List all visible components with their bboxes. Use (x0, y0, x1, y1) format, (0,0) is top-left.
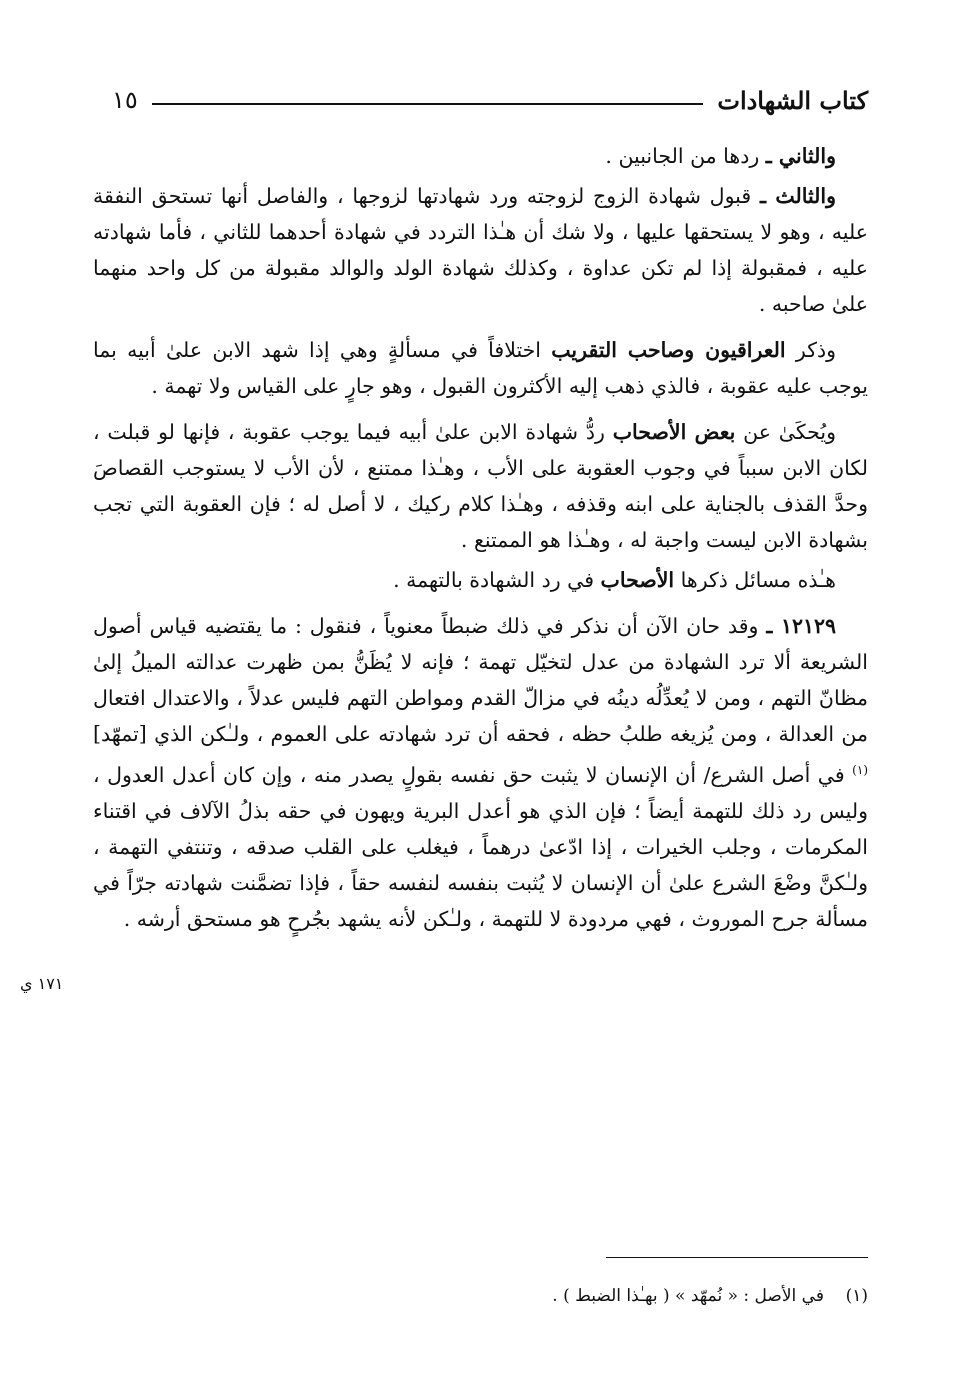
paragraph-lead: والثاني ـ (765, 144, 836, 168)
header-rule (152, 103, 704, 105)
footnote-rule (606, 1257, 868, 1258)
paragraph-text: في رد الشهادة بالتهمة . (393, 568, 601, 592)
page-number: ١٥ (112, 86, 138, 114)
paragraph-ashab (93, 414, 868, 558)
footnote (400, 1286, 868, 1306)
paragraph-pre: هـٰذه مسائل ذكرها (674, 568, 836, 592)
paragraph-text: في أصل الشرع/ أن الإنسان لا يثبت حق نفسه بقولٍ يصدر منه ، وإن كان أعدل العدول ، وليس رد ذلك للتهمة أيضاً ؛ فإن الذي هو أعدل البرية ويهون في حقه بذلُ الآلاف في اقتناء المكرمات ، وجلب الخيرات ، إذا ادّعىٰ درهماً ، فيغلب على القلب صدقه ، وتنتفي التهمة ، ولـٰكنَّ وضْعَ الشرع علىٰ أن الإنسان لا يُثبت بنفسه لنفسه حقاً ، فإذا تضمَّنت شهادته جرّاً في مسألة جرح الموروث ، فهي مردودة لا للتهمة ، ولـٰكن لأنه يشهد بجُرحٍ هو مستحق أرشه . (93, 762, 868, 931)
book-title: كتاب الشهادات (717, 85, 868, 115)
paragraph-12129 (93, 608, 868, 937)
paragraph-lead: بعض الأصحاب (612, 420, 736, 444)
paragraph-text: قبول شهادة الزوج لزوجته ورد شهادتها لزوجها ، والفاصل أنها تستحق النفقة عليه ، وهو لا يستحقها عليها ، ولا شك أن هـٰذا التردد في شهادة أحدهما للثاني ، فأما شهادته عليه ، فمقبولة إذا لم تكن عداوة ، وكذلك شهادة الولد والوالد مقبولة من كل واحد منهما علىٰ صاحبه . (93, 184, 868, 316)
footnote-number: (١) (845, 1286, 868, 1306)
paragraph-iraqiyun (93, 332, 868, 404)
paragraph-text: اختلافاً في مسألةٍ وهي إذا شهد الابن علىٰ أبيه بما يوجب عليه عقوبة ، فالذي ذهب إليه الأكثرون القبول ، وهو جارٍ على القياس ولا تهمة . (93, 338, 868, 398)
paragraph-lead: الأصحاب (600, 568, 675, 592)
margin-manuscript-ref: ١٧١ ي (20, 974, 64, 993)
paragraph-lead: والثالث ـ (759, 184, 836, 208)
main-text (93, 138, 868, 947)
paragraph-second (93, 138, 868, 174)
paragraph-number: ١٢١٢٩ ـ (766, 614, 836, 638)
paragraph-lead: العراقيون وصاحب التقريب (551, 338, 786, 362)
paragraph-pre: ويُحكَىٰ عن (735, 420, 837, 444)
paragraph-text: ردها من الجانبين . (605, 144, 766, 168)
paragraph-text: ردُّ شهادة الابن علىٰ أبيه فيما يوجب عقوبة ، فإنها لو قبلت ، لكان الابن سبباً في وجوب العقوبة على الأب ، وهـٰذا ممتنع ، لأن الأب لا يستوجب القصاصَ وحدَّ القذف بالجناية على ابنه وقذفه ، وهـٰذا كلام ركيك ، لا أصل له ؛ فإن العقوبة التي تجب بشهادة الابن ليست واجبة له ، وهـٰذا هو الممتنع . (93, 420, 868, 552)
running-header (112, 78, 868, 122)
paragraph-text: وقد حان الآن أن نذكر في ذلك ضبطاً معنوياً ، فنقول : ما يقتضيه قياس أصول الشريعة ألا ترد الشهادة من عدل لتخيّل تهمة ؛ فإنه لا يُظَنُّ بمن ظهرت عدالته الميلُ إلىٰ مظانّ التهم ، ومن لا يُعدِّلُه دينُه في مزالّ القدم ومواطن التهم فليس عدلاً ، والاعتدال افتعال من العدالة ، ومن يُزيغه طلبُ حظه ، فحقه أن ترد شهادته على العموم ، ولـٰكن الذي [تمهّد] (93, 614, 868, 746)
footnote-reference: (١) (852, 763, 868, 777)
paragraph-summary (93, 562, 868, 598)
paragraph-pre: وذكر (785, 338, 836, 362)
paragraph-third (93, 178, 868, 322)
footnote-text: في الأصل : « نُمهّد » ( بهـٰذا الضبط ) . (552, 1286, 824, 1306)
